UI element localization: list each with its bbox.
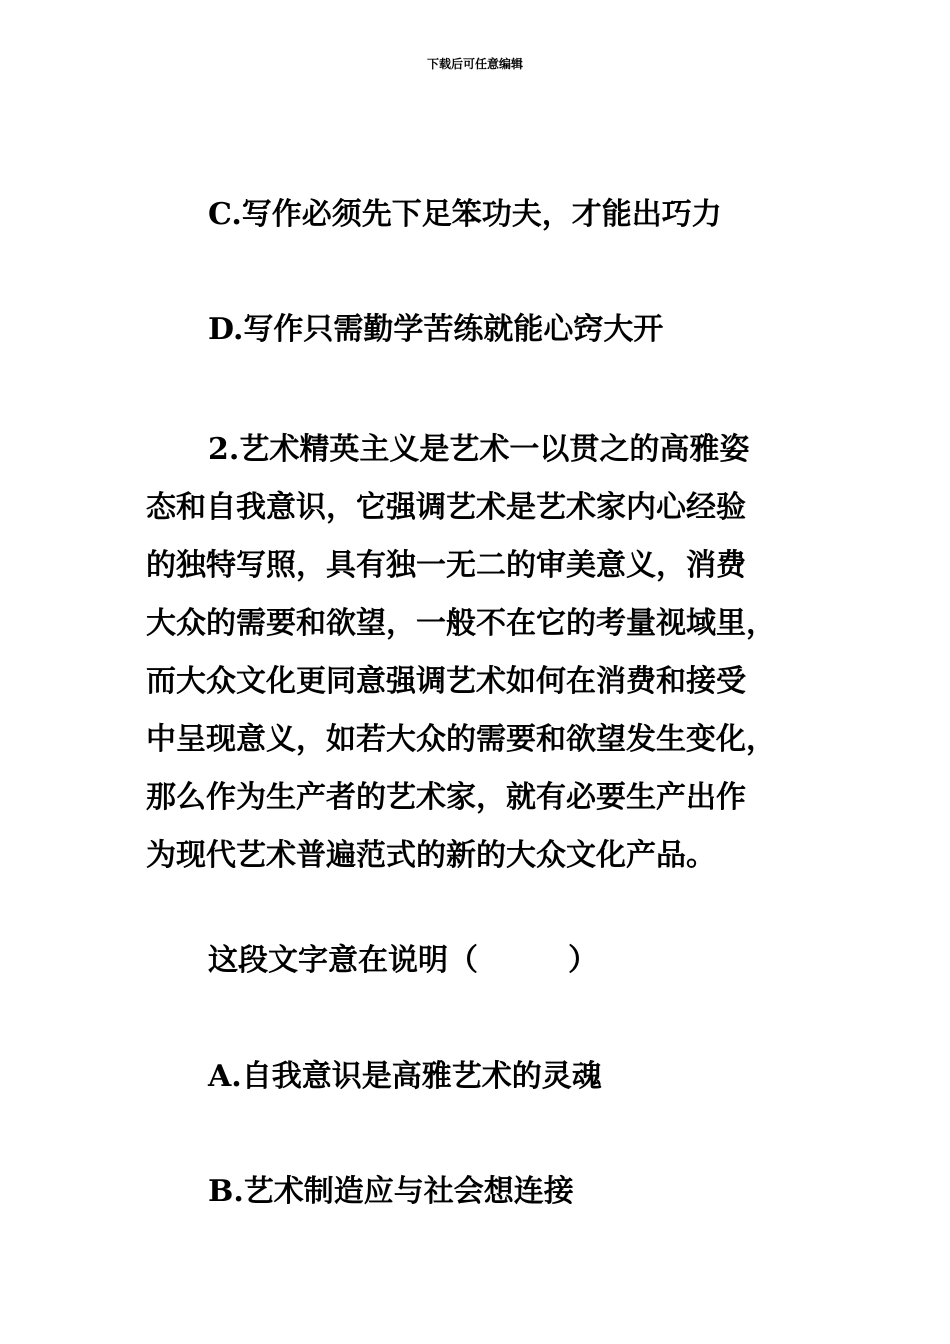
option-c: C.写作必须先下足笨功夫，才能出巧力	[208, 197, 722, 232]
question-prompt	[208, 941, 598, 981]
paragraph-line: 那么作为生产者的艺术家，就有必要生产出作	[146, 780, 746, 815]
paragraph-line: 2.艺术精英主义是艺术一以贯之的高雅姿	[208, 432, 750, 467]
question-prompt-open: 这段文字意在说明（	[208, 943, 478, 978]
paragraph-line: 态和自我意识，它强调艺术是艺术家内心经验	[146, 490, 746, 525]
paragraph-line: 的独特写照，具有独一无二的审美意义，消费	[146, 548, 746, 583]
paragraph-line: 中呈现意义，如若大众的需要和欲望发生变化，	[146, 722, 776, 757]
paragraph-line: 大众的需要和欲望，一般不在它的考量视域里，	[146, 606, 776, 641]
option-d: D.写作只需勤学苦练就能心窍大开	[208, 312, 664, 347]
option-a: A.自我意识是高雅艺术的灵魂	[208, 1059, 602, 1094]
page-header: 下载后可任意编辑	[426, 57, 523, 71]
paragraph-line: 为现代艺术普遍范式的新的大众文化产品。	[146, 838, 716, 873]
question-prompt-close: ）	[568, 943, 598, 978]
option-b: B.艺术制造应与社会想连接	[208, 1174, 574, 1209]
paragraph-line: 而大众文化更同意强调艺术如何在消费和接受	[146, 664, 746, 699]
question-2-paragraph	[146, 421, 806, 885]
